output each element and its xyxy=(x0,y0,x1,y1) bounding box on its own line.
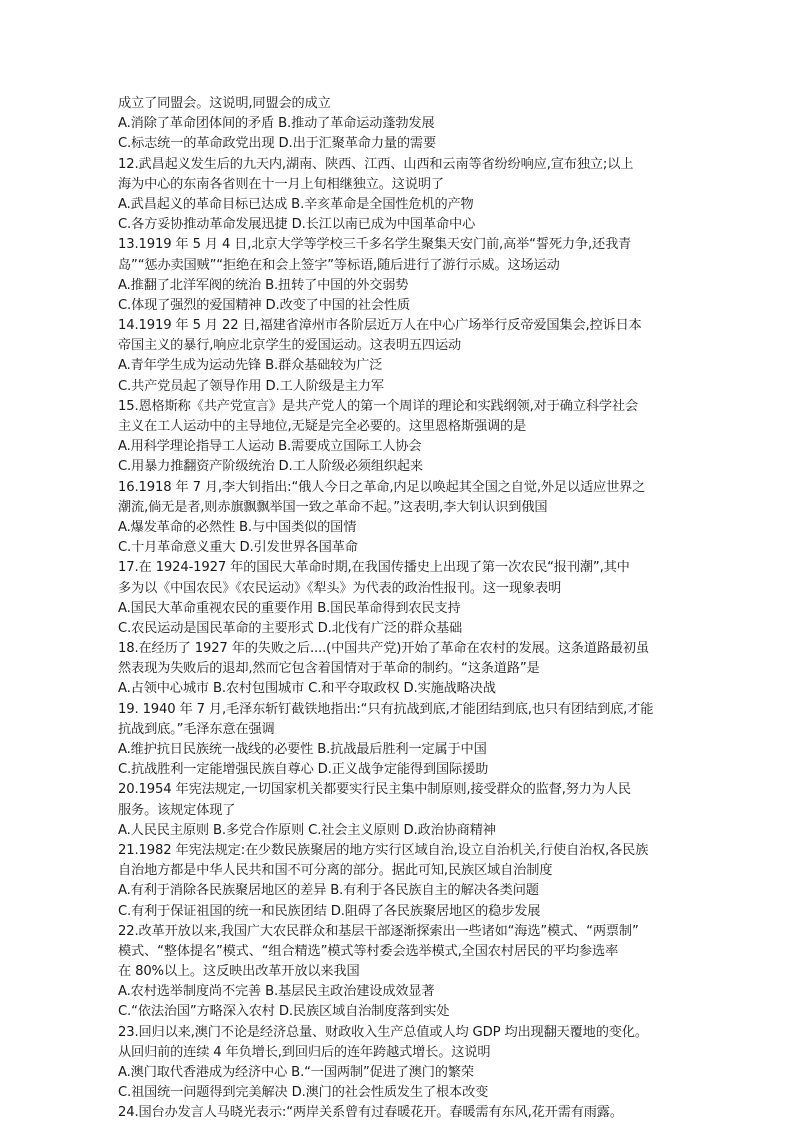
text-line: 模式、“整体提名”模式、“组合精选”模式等村委会选举模式,全国农村居民的平均参选率 xyxy=(118,943,619,959)
text-line: A.有利于消除各民族聚居地区的差异 B.有利于各民族自主的解决各类问题 xyxy=(118,883,539,899)
text-line: 自治地方都是中华人民共和国不可分离的部分。据此可知,民族区域自治制度 xyxy=(118,863,553,879)
text-line: C.农民运动是国民革命的主要形式 D.北伐有广泛的群众基础 xyxy=(118,620,463,636)
text-line: 主义在工人运动中的主导地位,无疑是完全必要的。这里恩格斯强调的是 xyxy=(118,419,527,434)
text-line: 17.在 1924-1927 年的国民大革命时期,在我国传播史上出现了第一次农民“报刊潮”,其中 xyxy=(118,560,630,576)
text-line: C.“依法治国”方略深入农村 D.民族区域自治制度落到实处 xyxy=(118,1004,450,1020)
text-line: 然表现为失败后的退却,然而它包含着国情对于革命的制约。“这条道路”是 xyxy=(118,661,540,677)
text-line: C.各方妥协推动革命发展迅捷 D.长江以南已成为中国革命中心 xyxy=(118,217,476,233)
text-line: C.祖国统一问题得到完美解决 D.澳门的社会性质发生了根本改变 xyxy=(118,1085,489,1101)
text-line: A.澳门取代香港成为经济中心 B.“一国两制”促进了澳门的繁荣 xyxy=(118,1065,474,1080)
text-line: 18.在经历了 1927 年的失败之后....(中国共产党)开始了革命在农村的发展。这条道路最初虽 xyxy=(118,641,649,657)
text-line: C.标志统一的革命政党出现 D.出于汇聚革命力量的需要 xyxy=(118,136,437,152)
text-line: A.农村选举制度尚不完善 B.基层民主政治建设成效显著 xyxy=(118,984,435,1000)
text-line: 16.1918 年 7 月,李大钊指出:“俄人今日之革命,内足以唤起其全国之自觉,外足以适应世界之 xyxy=(118,479,646,495)
text-line: 潮流,倘无是者,则赤旗飘飘举国一致之革命不起。”这表明,李大钊认识到俄国 xyxy=(118,499,548,515)
text-line: C.有利于保证祖国的统一和民族团结 D.阻碍了各民族聚居地区的稳步发展 xyxy=(118,903,541,919)
document-text-body xyxy=(118,94,680,1124)
text-line: C.共产党员起了领导作用 D.工人阶级是主力军 xyxy=(118,378,384,394)
text-line: A.维护抗日民族统一战线的必要性 B.抗战最后胜利一定属于中国 xyxy=(118,742,487,757)
text-line: C.用暴力推翻资产阶级统治 D.工人阶级必须组织起来 xyxy=(118,459,423,475)
text-line: 成立了同盟会。这说明,同盟会的成立 xyxy=(118,96,331,111)
text-line: A.用科学理论指导工人运动 B.需要成立国际工人协会 xyxy=(118,439,422,455)
text-line: 23.回归以来,澳门不论是经济总量、财政收入生产总值或人均 GDP 均出现翻天覆地的变化。 xyxy=(118,1024,648,1040)
text-line: 22.改革开放以来,我国广大农民群众和基层干部逐渐探索出一些诸如“海选”模式、“两票制” xyxy=(118,923,639,939)
text-line: 12.武昌起义发生后的九天内,湖南、陕西、江西、山西和云南等省纷纷响应,宣布独立;以上 xyxy=(118,156,634,172)
text-line: A.推翻了北洋军阀的统治 B.扭转了中国的外交弱势 xyxy=(118,277,409,293)
text-line: 19. 1940 年 7 月,毛泽东斩钉截铁地指出:“只有抗战到底,才能团结到底,也只有团结到底,才能 xyxy=(118,701,654,717)
text-line: A.人民民主原则 B.多党合作原则 C.社会主义原则 D.政治协商精神 xyxy=(118,822,496,838)
text-line: A.武昌起义的革命目标已达成 B.辛亥革命是全国性危机的产物 xyxy=(118,196,474,212)
text-line: 帝国主义的暴行,响应北京学生的爱国运动。这表明五四运动 xyxy=(118,338,462,354)
text-line: 15.恩格斯称《共产党宣言》是共产党人的第一个周详的理论和实践纲领,对于确立科学社会 xyxy=(118,398,638,414)
text-line: C.抗战胜利一定能增强民族自尊心 D.正义战争定能得到国际援助 xyxy=(118,762,489,778)
text-line: 13.1919 年 5 月 4 日,北京大学等学校三千多名学生聚集天安门前,高举“誓死力争,还我青 xyxy=(118,237,632,253)
text-line: 多为以《中国农民》《农民运动》《犁头》为代表的政治性报刊。这一现象表明 xyxy=(118,580,562,596)
text-line: C.体现了强烈的爱国精神 D.改变了中国的社会性质 xyxy=(118,297,410,313)
text-line: 21.1982 年宪法规定:在少数民族聚居的地方实行区域自治,设立自治机关,行使自治权,各民族 xyxy=(118,842,649,858)
text-line: 20.1954 年宪法规定,一切国家机关都要实行民主集中制原则,接受群众的监督,努力为人民 xyxy=(118,782,631,798)
text-line: 岛”“惩办卖国贼”“拒绝在和会上签字”等标语,随后进行了游行示威。这场运动 xyxy=(118,257,560,273)
text-line: 抗战到底。”毛泽东意在强调 xyxy=(118,721,275,737)
text-line: A.占领中心城市 B.农村包围城市 C.和平夺取政权 D.实施战略决战 xyxy=(118,681,496,697)
text-line: 服务。该规定体现了 xyxy=(118,802,236,818)
text-line: 海为中心的东南各省则在十一月上旬相继独立。这说明了 xyxy=(118,176,444,192)
text-line: C.十月革命意义重大 D.引发世界各国革命 xyxy=(118,540,358,556)
text-line: 在 80%以上。这反映出改革开放以来我国 xyxy=(118,964,360,980)
text-line: A.爆发革命的必然性 B.与中国类似的国情 xyxy=(118,519,357,535)
text-line: A.消除了革命团体间的矛盾 B.推动了革命运动蓬勃发展 xyxy=(118,116,435,132)
text-line: 24.国台办发言人马晓光表示:“两岸关系曾有过春暖花开。春暖需有东风,花开需有雨露。 xyxy=(118,1105,623,1121)
text-line: A.青年学生成为运动先锋 B.群众基础较为广泛 xyxy=(118,358,383,374)
text-line: 14.1919 年 5 月 22 日,福建省漳州市各阶层近万人在中心广场举行反帝爱国集会,控诉日本 xyxy=(118,318,642,334)
text-line: A.国民大革命重视农民的重要作用 B.国民革命得到农民支持 xyxy=(118,600,461,616)
text-line: 从回归前的连续 4 年负增长,到回归后的连年跨越式增长。这说明 xyxy=(118,1044,491,1060)
